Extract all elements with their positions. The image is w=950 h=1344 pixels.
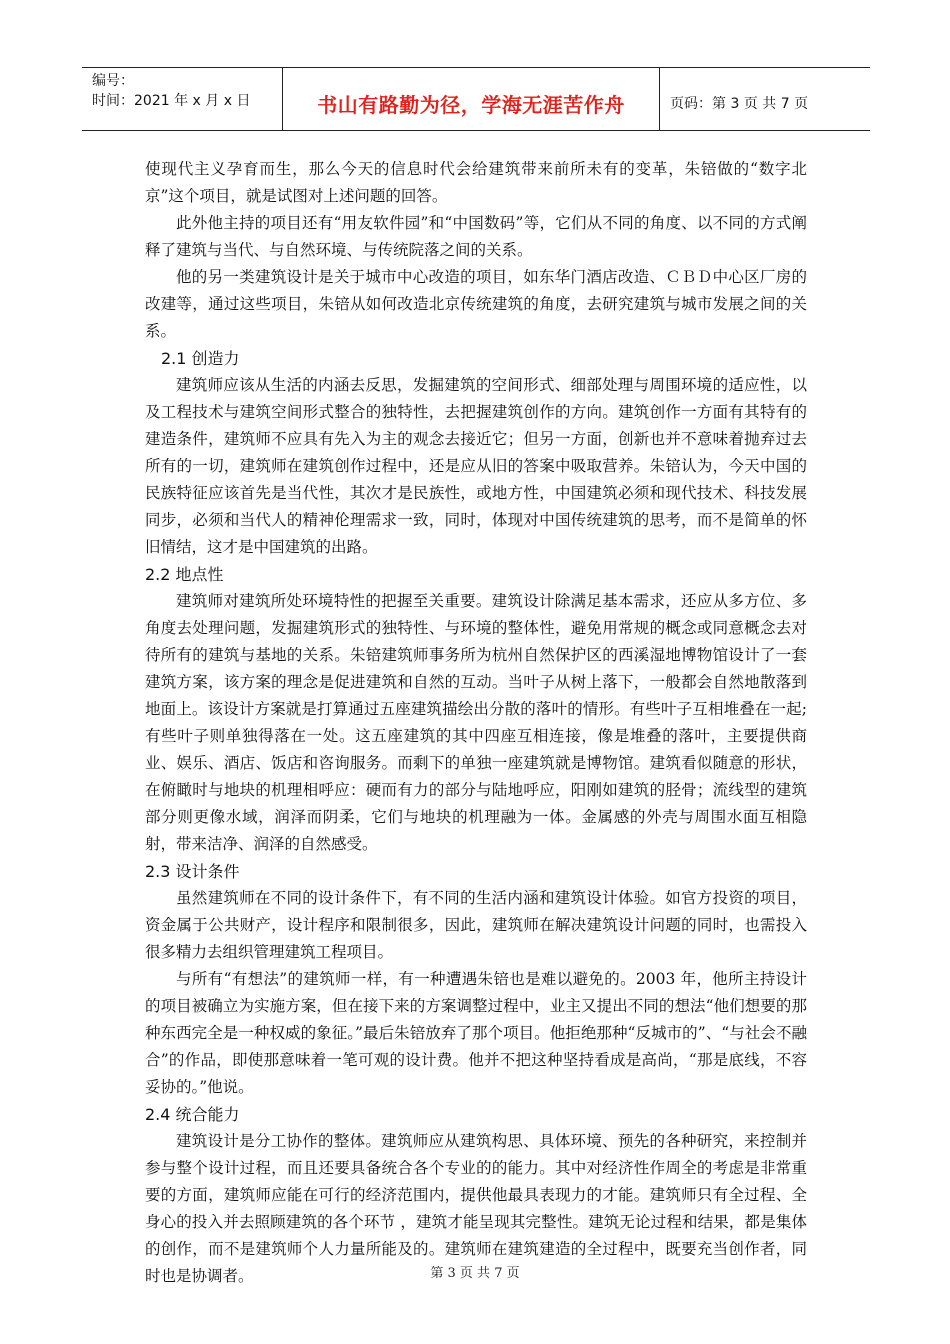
- paragraph: 建筑设计是分工协作的整体。建筑师应从建筑构思、具体环境、预先的各种研究，来控制并参与整个设计过程，而且还要具备统合各个专业的的能力。其中对经济性作周全的考虑是非常重要的方面，建筑师应能在可行的经济范围内，提供他最具表现力的才能。建筑师只有全过程、全身心的投入并去照顾建筑的各个环节 ，建筑才能呈现其完整性。建筑无论过程和结果，都是集体的创作，而不是建筑师个人力量所能及的。建筑师在建筑建造的全过程中，既要充当创作者，同时也是协调者。: [145, 1132, 807, 1285]
- paragraph: 建筑师对建筑所处环境特性的把握至关重要。建筑设计除满足基本需求，还应从多方位、多角度去处理问题，发掘建筑形式的独特性、与环境的整体性，避免用常规的概念或同意概念去对待所有的建筑与基地的关系。朱锫建筑师事务所为杭州自然保护区的西溪湿地博物馆设计了一套建筑方案，该方案的理念是促进建筑和自然的互动。当叶子从树上落下，一般都会自然地散落到地面上。该设计方案就是打算通过五座建筑描绘出分散的落叶的情形。有些叶子互相堆叠在一起;有些叶子则单独得落在一处。这五座建筑的其中四座互相连接，像是堆叠的落叶，主要提供商业、娱乐、酒店、饭店和咨询服务。而剩下的单独一座建筑就是博物馆。建筑看似随意的形状，在俯瞰时与地块的机理相呼应：硬而有力的部分与陆地呼应，阳刚如建筑的胫骨；流线型的建筑部分则更像水域，润泽而阴柔，它们与地块的机理融为一体。金属感的外壳与周围水面互相隐射，带来洁净、润泽的自然感受。: [145, 592, 807, 853]
- header-meta: [82, 68, 282, 130]
- paragraph: 此外他主持的项目还有“用友软件园”和“中国数码”等，它们从不同的角度、以不同的方式阐释了建筑与当代、与自然环境、与传统院落之间的关系。: [145, 214, 807, 259]
- section-heading-2-3: 2.3 设计条件: [145, 862, 240, 881]
- document-time-label: 时间：2021 年 x 月 x 日: [92, 93, 251, 109]
- header-page-cell: [660, 68, 870, 130]
- header-motto: 书山有路勤为径，学海无涯苦作舟: [317, 92, 625, 117]
- paragraph: 他的另一类建筑设计是关于城市中心改造的项目，如东华门酒店改造、ＣＢＤ中心区厂房的改建等，通过这些项目，朱锫从如何改造北京传统建筑的角度，去研究建筑与城市发展之间的关系。: [145, 268, 807, 340]
- page-header: [82, 67, 870, 131]
- section-heading-2-1: 2.1 创造力: [161, 349, 240, 368]
- paragraph: 使现代主义孕育而生，那么今天的信息时代会给建筑带来前所未有的变革，朱锫做的“数字北京”这个项目，就是试图对上述问题的回答。: [145, 160, 807, 205]
- paragraph: 虽然建筑师在不同的设计条件下，有不同的生活内涵和建筑设计体验。如官方投资的项目，资金属于公共财产，设计程序和限制很多，因此，建筑师在解决建筑设计问题的同时，也需投入很多精力去组织管理建筑工程项目。: [145, 889, 807, 961]
- page-footer: [0, 1262, 950, 1281]
- header-motto-cell: [282, 68, 660, 130]
- header-page-label: 页码：第 3 页 共 7 页: [670, 96, 809, 112]
- paragraph: 建筑师应该从生活的内涵去反思，发掘建筑的空间形式、细部处理与周围环境的适应性，以及工程技术与建筑空间形式整合的独特性，去把握建筑创作的方向。建筑创作一方面有其特有的建造条件，建筑师不应具有先入为主的观念去接近它；但另一方面，创新也并不意味着抛弃过去所有的一切，建筑师在建筑创作过程中，还是应从旧的答案中吸取营养。朱锫认为，今天中国的民族特征应该首先是当代性，其次才是民族性，或地方性，中国建筑必须和现代技术、科技发展同步，必须和当代人的精神伦理需求一致，同时，体现对中国传统建筑的思考，而不是简单的怀旧情结，这才是中国建筑的出路。: [145, 376, 807, 556]
- section-heading-2-4: 2.4 统合能力: [145, 1105, 240, 1124]
- footer-page-number: 第 3 页 共 7 页: [430, 1266, 520, 1281]
- section-heading-2-2: 2.2 地点性: [145, 565, 224, 584]
- document-body: [145, 156, 807, 1290]
- paragraph: 与所有“有想法”的建筑师一样，有一种遭遇朱锫也是难以避免的。2003 年，他所主持设计的项目被确立为实施方案，但在接下来的方案调整过程中，业主又提出不同的想法“他们想要的那种东西完全是一种权威的象征。”最后朱锫放弃了那个项目。他拒绝那种“反城市的”、“与社会不融合”的作品，即使那意味着一笔可观的设计费。他并不把这种坚持看成是高尚，“那是底线，不容妥协的。”他说。: [145, 970, 807, 1096]
- document-number-label: 编号：: [92, 73, 134, 89]
